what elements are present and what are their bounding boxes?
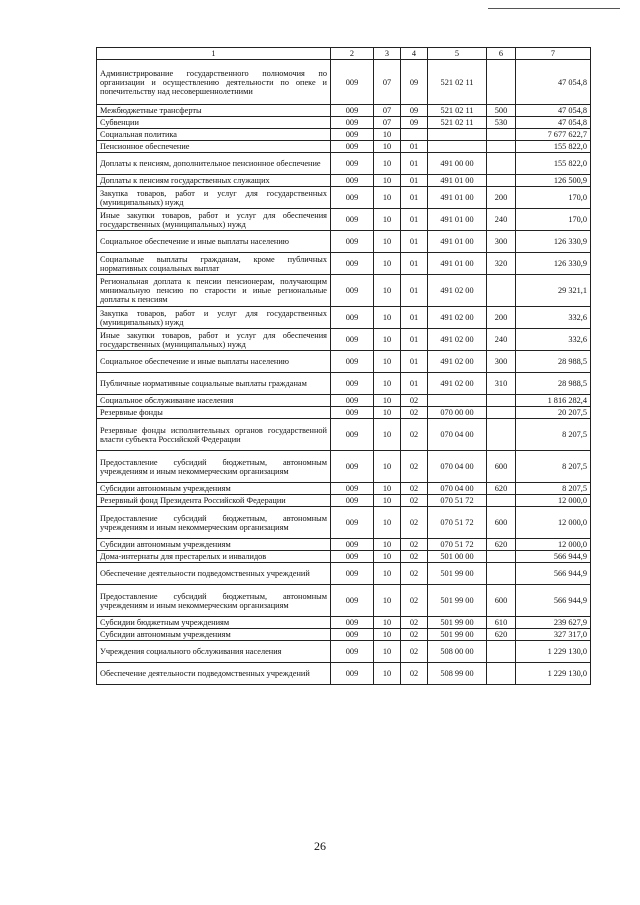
table-row xyxy=(97,663,591,685)
top-rule xyxy=(488,8,620,9)
row-code-cell: 009 xyxy=(331,451,374,483)
table-row xyxy=(97,451,591,483)
row-subsection-cell: 09 xyxy=(401,105,428,117)
row-expense-type-cell xyxy=(487,395,516,407)
row-section-cell: 10 xyxy=(374,209,401,231)
row-code-cell: 009 xyxy=(331,563,374,585)
row-code-cell: 009 xyxy=(331,275,374,307)
row-expense-type-cell: 600 xyxy=(487,507,516,539)
row-amount-cell: 12 000,0 xyxy=(516,539,591,551)
row-amount-cell: 8 207,5 xyxy=(516,451,591,483)
row-name-cell: Иные закупки товаров, работ и услуг для обеспечения государственных (муниципальных) нужд xyxy=(97,329,331,351)
row-code-cell: 009 xyxy=(331,483,374,495)
row-expense-type-cell: 620 xyxy=(487,539,516,551)
row-target-article-cell: 491 02 00 xyxy=(428,329,487,351)
row-subsection-cell: 02 xyxy=(401,585,428,617)
row-amount-cell: 327 317,0 xyxy=(516,629,591,641)
row-code-cell: 009 xyxy=(331,495,374,507)
row-code-cell: 009 xyxy=(331,117,374,129)
row-subsection-cell: 01 xyxy=(401,153,428,175)
row-code-cell: 009 xyxy=(331,129,374,141)
row-name-cell: Обеспечение деятельности подведомственных учреждений xyxy=(97,663,331,685)
row-target-article-cell: 491 01 00 xyxy=(428,187,487,209)
table-row xyxy=(97,395,591,407)
row-subsection-cell: 02 xyxy=(401,629,428,641)
row-section-cell: 10 xyxy=(374,275,401,307)
table-row xyxy=(97,117,591,129)
row-code-cell: 009 xyxy=(331,153,374,175)
row-subsection-cell: 01 xyxy=(401,253,428,275)
row-section-cell: 10 xyxy=(374,451,401,483)
table-row xyxy=(97,585,591,617)
row-section-cell: 10 xyxy=(374,507,401,539)
row-subsection-cell: 02 xyxy=(401,407,428,419)
row-target-article-cell: 501 99 00 xyxy=(428,617,487,629)
row-subsection-cell: 02 xyxy=(401,539,428,551)
row-section-cell: 10 xyxy=(374,563,401,585)
row-name-cell: Обеспечение деятельности подведомственных учреждений xyxy=(97,563,331,585)
row-amount-cell: 239 627,9 xyxy=(516,617,591,629)
row-amount-cell: 332,6 xyxy=(516,307,591,329)
row-subsection-cell: 02 xyxy=(401,563,428,585)
row-amount-cell: 170,0 xyxy=(516,209,591,231)
row-subsection-cell: 02 xyxy=(401,495,428,507)
row-target-article-cell: 508 99 00 xyxy=(428,663,487,685)
table-row xyxy=(97,187,591,209)
row-amount-cell: 47 054,8 xyxy=(516,105,591,117)
row-expense-type-cell xyxy=(487,141,516,153)
row-section-cell: 10 xyxy=(374,663,401,685)
row-expense-type-cell: 620 xyxy=(487,629,516,641)
row-section-cell: 10 xyxy=(374,419,401,451)
header-cell-1: 1 xyxy=(97,48,331,60)
row-name-cell: Доплаты к пенсиям государственных служащих xyxy=(97,175,331,187)
row-code-cell: 009 xyxy=(331,407,374,419)
row-name-cell: Предоставление субсидий бюджетным, автономным учреждениям и иным некоммерческим организациям xyxy=(97,585,331,617)
row-expense-type-cell: 600 xyxy=(487,451,516,483)
row-amount-cell: 8 207,5 xyxy=(516,419,591,451)
row-section-cell: 10 xyxy=(374,129,401,141)
row-expense-type-cell: 610 xyxy=(487,617,516,629)
row-target-article-cell: 491 01 00 xyxy=(428,175,487,187)
row-expense-type-cell xyxy=(487,641,516,663)
header-cell-7: 7 xyxy=(516,48,591,60)
row-code-cell: 009 xyxy=(331,175,374,187)
header-cell-4: 4 xyxy=(401,48,428,60)
row-section-cell: 10 xyxy=(374,641,401,663)
row-section-cell: 10 xyxy=(374,617,401,629)
page-number: 26 xyxy=(314,839,326,853)
row-section-cell: 10 xyxy=(374,539,401,551)
row-subsection-cell: 01 xyxy=(401,209,428,231)
row-code-cell: 009 xyxy=(331,253,374,275)
row-section-cell: 10 xyxy=(374,483,401,495)
row-target-article-cell: 501 99 00 xyxy=(428,629,487,641)
row-expense-type-cell xyxy=(487,129,516,141)
budget-table xyxy=(96,47,591,685)
table-row xyxy=(97,483,591,495)
row-code-cell: 009 xyxy=(331,551,374,563)
table-row xyxy=(97,551,591,563)
row-amount-cell: 1 229 130,0 xyxy=(516,641,591,663)
row-expense-type-cell xyxy=(487,495,516,507)
row-name-cell: Предоставление субсидий бюджетным, автономным учреждениям и иным некоммерческим организациям xyxy=(97,451,331,483)
row-target-article-cell: 508 00 00 xyxy=(428,641,487,663)
row-section-cell: 10 xyxy=(374,141,401,153)
row-name-cell: Субвенции xyxy=(97,117,331,129)
budget-table-container xyxy=(96,47,590,685)
row-amount-cell: 20 207,5 xyxy=(516,407,591,419)
row-target-article-cell: 491 02 00 xyxy=(428,351,487,373)
row-target-article-cell: 070 51 72 xyxy=(428,495,487,507)
row-name-cell: Субсидии автономным учреждениям xyxy=(97,539,331,551)
row-target-article-cell: 521 02 11 xyxy=(428,117,487,129)
row-subsection-cell: 01 xyxy=(401,275,428,307)
row-code-cell: 009 xyxy=(331,373,374,395)
row-expense-type-cell xyxy=(487,663,516,685)
row-amount-cell: 566 944,9 xyxy=(516,585,591,617)
row-amount-cell: 29 321,1 xyxy=(516,275,591,307)
row-expense-type-cell xyxy=(487,419,516,451)
row-expense-type-cell: 300 xyxy=(487,231,516,253)
row-subsection-cell: 02 xyxy=(401,451,428,483)
row-target-article-cell xyxy=(428,395,487,407)
row-code-cell: 009 xyxy=(331,209,374,231)
table-row xyxy=(97,641,591,663)
row-name-cell: Администрирование государственного полномочия по организации и осуществлению деятельности по опеке и попечительству над несовершеннолетними xyxy=(97,60,331,105)
row-amount-cell: 126 500,9 xyxy=(516,175,591,187)
row-target-article-cell: 070 04 00 xyxy=(428,419,487,451)
row-name-cell: Социальные выплаты гражданам, кроме публичных нормативных социальных выплат xyxy=(97,253,331,275)
row-subsection-cell: 01 xyxy=(401,329,428,351)
table-row xyxy=(97,253,591,275)
row-expense-type-cell: 320 xyxy=(487,253,516,275)
table-row xyxy=(97,329,591,351)
row-name-cell: Резервный фонд Президента Российской Федерации xyxy=(97,495,331,507)
table-row xyxy=(97,231,591,253)
row-subsection-cell: 01 xyxy=(401,231,428,253)
row-amount-cell: 566 944,9 xyxy=(516,551,591,563)
row-target-article-cell: 070 51 72 xyxy=(428,539,487,551)
row-amount-cell: 566 944,9 xyxy=(516,563,591,585)
row-code-cell: 009 xyxy=(331,231,374,253)
row-amount-cell: 126 330,9 xyxy=(516,253,591,275)
row-amount-cell: 332,6 xyxy=(516,329,591,351)
row-expense-type-cell: 200 xyxy=(487,187,516,209)
row-subsection-cell: 02 xyxy=(401,507,428,539)
row-expense-type-cell: 310 xyxy=(487,373,516,395)
header-cell-3: 3 xyxy=(374,48,401,60)
row-section-cell: 07 xyxy=(374,117,401,129)
row-subsection-cell: 09 xyxy=(401,117,428,129)
row-subsection-cell: 01 xyxy=(401,187,428,209)
row-amount-cell: 126 330,9 xyxy=(516,231,591,253)
row-subsection-cell xyxy=(401,129,428,141)
row-code-cell: 009 xyxy=(331,351,374,373)
row-section-cell: 10 xyxy=(374,351,401,373)
row-name-cell: Межбюджетные трансферты xyxy=(97,105,331,117)
row-section-cell: 10 xyxy=(374,231,401,253)
row-subsection-cell: 01 xyxy=(401,307,428,329)
row-amount-cell: 155 822,0 xyxy=(516,153,591,175)
row-subsection-cell: 02 xyxy=(401,641,428,663)
row-code-cell: 009 xyxy=(331,60,374,105)
row-expense-type-cell: 240 xyxy=(487,209,516,231)
row-name-cell: Социальное обеспечение и иные выплаты населению xyxy=(97,231,331,253)
row-section-cell: 07 xyxy=(374,105,401,117)
table-row xyxy=(97,129,591,141)
row-subsection-cell: 02 xyxy=(401,551,428,563)
table-row xyxy=(97,539,591,551)
row-name-cell: Социальное обеспечение и иные выплаты населению xyxy=(97,351,331,373)
row-amount-cell: 47 054,8 xyxy=(516,60,591,105)
row-name-cell: Пенсионное обеспечение xyxy=(97,141,331,153)
row-name-cell: Субсидии автономным учреждениям xyxy=(97,483,331,495)
row-section-cell: 10 xyxy=(374,551,401,563)
header-cell-6: 6 xyxy=(487,48,516,60)
row-target-article-cell: 501 99 00 xyxy=(428,563,487,585)
row-target-article-cell: 070 04 00 xyxy=(428,483,487,495)
row-code-cell: 009 xyxy=(331,663,374,685)
table-row xyxy=(97,507,591,539)
row-name-cell: Социальная политика xyxy=(97,129,331,141)
row-amount-cell: 28 988,5 xyxy=(516,373,591,395)
row-subsection-cell: 02 xyxy=(401,663,428,685)
row-expense-type-cell xyxy=(487,60,516,105)
row-name-cell: Субсидии бюджетным учреждениям xyxy=(97,617,331,629)
row-section-cell: 10 xyxy=(374,329,401,351)
row-target-article-cell: 491 02 00 xyxy=(428,373,487,395)
row-expense-type-cell: 500 xyxy=(487,105,516,117)
row-target-article-cell xyxy=(428,129,487,141)
row-section-cell: 10 xyxy=(374,153,401,175)
row-target-article-cell: 070 51 72 xyxy=(428,507,487,539)
row-target-article-cell: 070 00 00 xyxy=(428,407,487,419)
header-cell-5: 5 xyxy=(428,48,487,60)
row-expense-type-cell: 200 xyxy=(487,307,516,329)
row-section-cell: 10 xyxy=(374,395,401,407)
row-amount-cell: 1 816 282,4 xyxy=(516,395,591,407)
row-target-article-cell: 070 04 00 xyxy=(428,451,487,483)
row-name-cell: Резервные фонды исполнительных органов государственной власти субъекта Российской Федерации xyxy=(97,419,331,451)
row-target-article-cell: 491 02 00 xyxy=(428,307,487,329)
row-amount-cell: 12 000,0 xyxy=(516,495,591,507)
row-subsection-cell: 01 xyxy=(401,141,428,153)
row-subsection-cell: 02 xyxy=(401,617,428,629)
table-row xyxy=(97,105,591,117)
row-expense-type-cell: 240 xyxy=(487,329,516,351)
row-code-cell: 009 xyxy=(331,141,374,153)
row-expense-type-cell xyxy=(487,275,516,307)
row-target-article-cell: 491 01 00 xyxy=(428,209,487,231)
row-code-cell: 009 xyxy=(331,395,374,407)
table-row xyxy=(97,141,591,153)
row-code-cell: 009 xyxy=(331,641,374,663)
row-code-cell: 009 xyxy=(331,629,374,641)
table-row xyxy=(97,617,591,629)
table-row xyxy=(97,419,591,451)
row-subsection-cell: 01 xyxy=(401,373,428,395)
row-subsection-cell: 02 xyxy=(401,483,428,495)
table-row xyxy=(97,407,591,419)
row-expense-type-cell: 530 xyxy=(487,117,516,129)
row-section-cell: 10 xyxy=(374,373,401,395)
row-section-cell: 10 xyxy=(374,585,401,617)
row-amount-cell: 12 000,0 xyxy=(516,507,591,539)
row-subsection-cell: 02 xyxy=(401,395,428,407)
row-target-article-cell: 521 02 11 xyxy=(428,105,487,117)
table-body xyxy=(97,60,591,685)
row-code-cell: 009 xyxy=(331,617,374,629)
row-section-cell: 10 xyxy=(374,495,401,507)
table-row xyxy=(97,307,591,329)
row-subsection-cell: 01 xyxy=(401,175,428,187)
row-amount-cell: 28 988,5 xyxy=(516,351,591,373)
row-code-cell: 009 xyxy=(331,307,374,329)
row-name-cell: Предоставление субсидий бюджетным, автономным учреждениям и иным некоммерческим организациям xyxy=(97,507,331,539)
row-expense-type-cell: 600 xyxy=(487,585,516,617)
table-row xyxy=(97,275,591,307)
row-target-article-cell: 501 99 00 xyxy=(428,585,487,617)
table-row xyxy=(97,563,591,585)
row-name-cell: Иные закупки товаров, работ и услуг для обеспечения государственных (муниципальных) нужд xyxy=(97,209,331,231)
row-name-cell: Социальное обслуживание населения xyxy=(97,395,331,407)
row-code-cell: 009 xyxy=(331,585,374,617)
table-row xyxy=(97,209,591,231)
row-target-article-cell: 501 00 00 xyxy=(428,551,487,563)
row-code-cell: 009 xyxy=(331,507,374,539)
row-name-cell: Региональная доплата к пенсии пенсионерам, получающим минимальную пенсию по старости и иные региональные доплаты к пенсиям xyxy=(97,275,331,307)
row-code-cell: 009 xyxy=(331,105,374,117)
row-code-cell: 009 xyxy=(331,329,374,351)
row-target-article-cell: 491 02 00 xyxy=(428,275,487,307)
row-section-cell: 10 xyxy=(374,629,401,641)
row-code-cell: 009 xyxy=(331,539,374,551)
row-target-article-cell xyxy=(428,141,487,153)
row-target-article-cell: 521 02 11 xyxy=(428,60,487,105)
table-header-row xyxy=(97,48,591,60)
row-section-cell: 07 xyxy=(374,60,401,105)
row-name-cell: Закупка товаров, работ и услуг для государственных (муниципальных) нужд xyxy=(97,307,331,329)
row-target-article-cell: 491 01 00 xyxy=(428,253,487,275)
row-section-cell: 10 xyxy=(374,307,401,329)
row-section-cell: 10 xyxy=(374,187,401,209)
row-expense-type-cell xyxy=(487,153,516,175)
row-name-cell: Субсидии автономным учреждениям xyxy=(97,629,331,641)
table-row xyxy=(97,629,591,641)
row-expense-type-cell: 620 xyxy=(487,483,516,495)
row-code-cell: 009 xyxy=(331,187,374,209)
row-code-cell: 009 xyxy=(331,419,374,451)
row-expense-type-cell: 300 xyxy=(487,351,516,373)
row-expense-type-cell xyxy=(487,563,516,585)
row-name-cell: Учреждения социального обслуживания населения xyxy=(97,641,331,663)
row-amount-cell: 47 054,8 xyxy=(516,117,591,129)
row-amount-cell: 8 207,5 xyxy=(516,483,591,495)
table-row xyxy=(97,373,591,395)
row-expense-type-cell xyxy=(487,551,516,563)
table-row xyxy=(97,60,591,105)
row-name-cell: Публичные нормативные социальные выплаты гражданам xyxy=(97,373,331,395)
row-subsection-cell: 01 xyxy=(401,351,428,373)
row-amount-cell: 155 822,0 xyxy=(516,141,591,153)
row-expense-type-cell xyxy=(487,407,516,419)
row-subsection-cell: 02 xyxy=(401,419,428,451)
row-amount-cell: 7 677 622,7 xyxy=(516,129,591,141)
row-section-cell: 10 xyxy=(374,253,401,275)
row-name-cell: Резервные фонды xyxy=(97,407,331,419)
row-section-cell: 10 xyxy=(374,407,401,419)
table-row xyxy=(97,153,591,175)
table-row xyxy=(97,351,591,373)
row-section-cell: 10 xyxy=(374,175,401,187)
row-name-cell: Закупка товаров, работ и услуг для государственных (муниципальных) нужд xyxy=(97,187,331,209)
row-subsection-cell: 09 xyxy=(401,60,428,105)
row-target-article-cell: 491 00 00 xyxy=(428,153,487,175)
row-amount-cell: 170,0 xyxy=(516,187,591,209)
row-name-cell: Дома-интернаты для престарелых и инвалидов xyxy=(97,551,331,563)
row-amount-cell: 1 229 130,0 xyxy=(516,663,591,685)
row-target-article-cell: 491 01 00 xyxy=(428,231,487,253)
table-row xyxy=(97,175,591,187)
row-expense-type-cell xyxy=(487,175,516,187)
header-cell-2: 2 xyxy=(331,48,374,60)
row-name-cell: Доплаты к пенсиям, дополнительное пенсионное обеспечение xyxy=(97,153,331,175)
table-row xyxy=(97,495,591,507)
